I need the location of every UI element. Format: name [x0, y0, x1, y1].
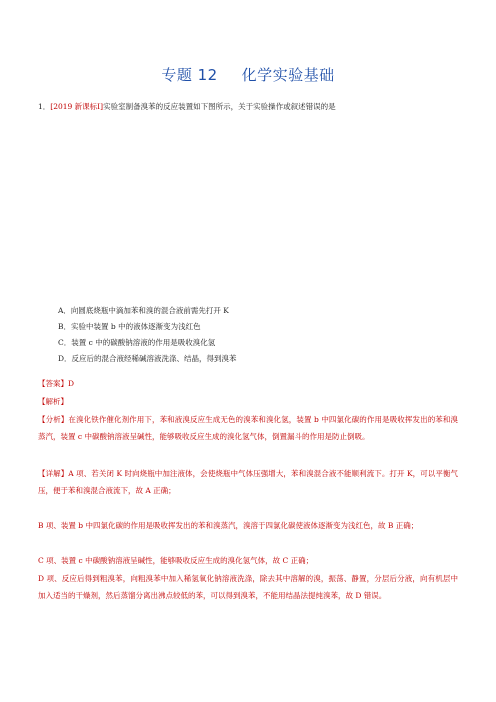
option-d: D．反应后的混合液经稀碱溶液洗涤、结晶，得到溴苯 [58, 354, 237, 363]
question-source: [2019 新课标Ⅰ] [50, 102, 104, 111]
apparatus-figure-area [60, 118, 436, 298]
detail-b-paragraph: B 项、装置 b 中四氯化碳的作用是吸收挥发出的苯和溴蒸汽，溴溶于四氯化碳使液体逐渐变为浅红色，故 B 正确； [38, 521, 419, 530]
analysis-label: 【解析】 [38, 397, 68, 406]
title-main: 专题 12 [161, 66, 218, 84]
analysis-paragraph: 【分析】在溴化铁作催化剂作用下，苯和液溴反应生成无色的溴苯和溴化氢，装置 b 中四氯化碳的作用是吸收挥发出的苯和溴蒸汽，装置 c 中碳酸钠溶液呈碱性，能够吸收反应生成的溴化氢气体，倒置漏斗的作用是防止倒吸。 [38, 415, 458, 441]
question-text: 实验室制备溴苯的反应装置如下图所示，关于实验操作或叙述错误的是 [103, 102, 336, 111]
detail-c-paragraph: C 项、装置 c 中碳酸钠溶液呈碱性，能够吸收反应生成的溴化氢气体，故 C 正确； [38, 556, 314, 565]
detail-a-paragraph: 【详解】A 项、若关闭 K 时向烧瓶中加注液体，会使烧瓶中气体压强增大，苯和溴混合液不能顺利流下。打开 K，可以平衡气压，便于苯和溴混合液流下，故 A 正确； [38, 469, 458, 495]
answer-line: 【答案】D [38, 379, 75, 388]
question-stem [38, 101, 458, 112]
title-sub: 化学实验基础 [241, 66, 335, 84]
option-c: C．装置 c 中的碳酸钠溶液的作用是吸收溴化氢 [58, 338, 216, 347]
question-number: 1． [38, 102, 51, 111]
detail-d-paragraph: D 项、反应后得到粗溴苯，向粗溴苯中加入稀氢氧化钠溶液洗涤，除去其中溶解的溴，振荡、静置，分层后分液，向有机层中加入适当的干燥剂，然后蒸馏分离出沸点较低的苯，可以得到溴苯，不能用结晶法提纯溴苯，故 D 错误。 [38, 574, 458, 600]
options-list [58, 303, 458, 367]
page-title [0, 64, 496, 85]
option-b: B．实验中装置 b 中的液体逐渐变为浅红色 [58, 322, 201, 331]
option-a: A．向圆底烧瓶中滴加苯和溴的混合液前需先打开 K [58, 306, 229, 315]
